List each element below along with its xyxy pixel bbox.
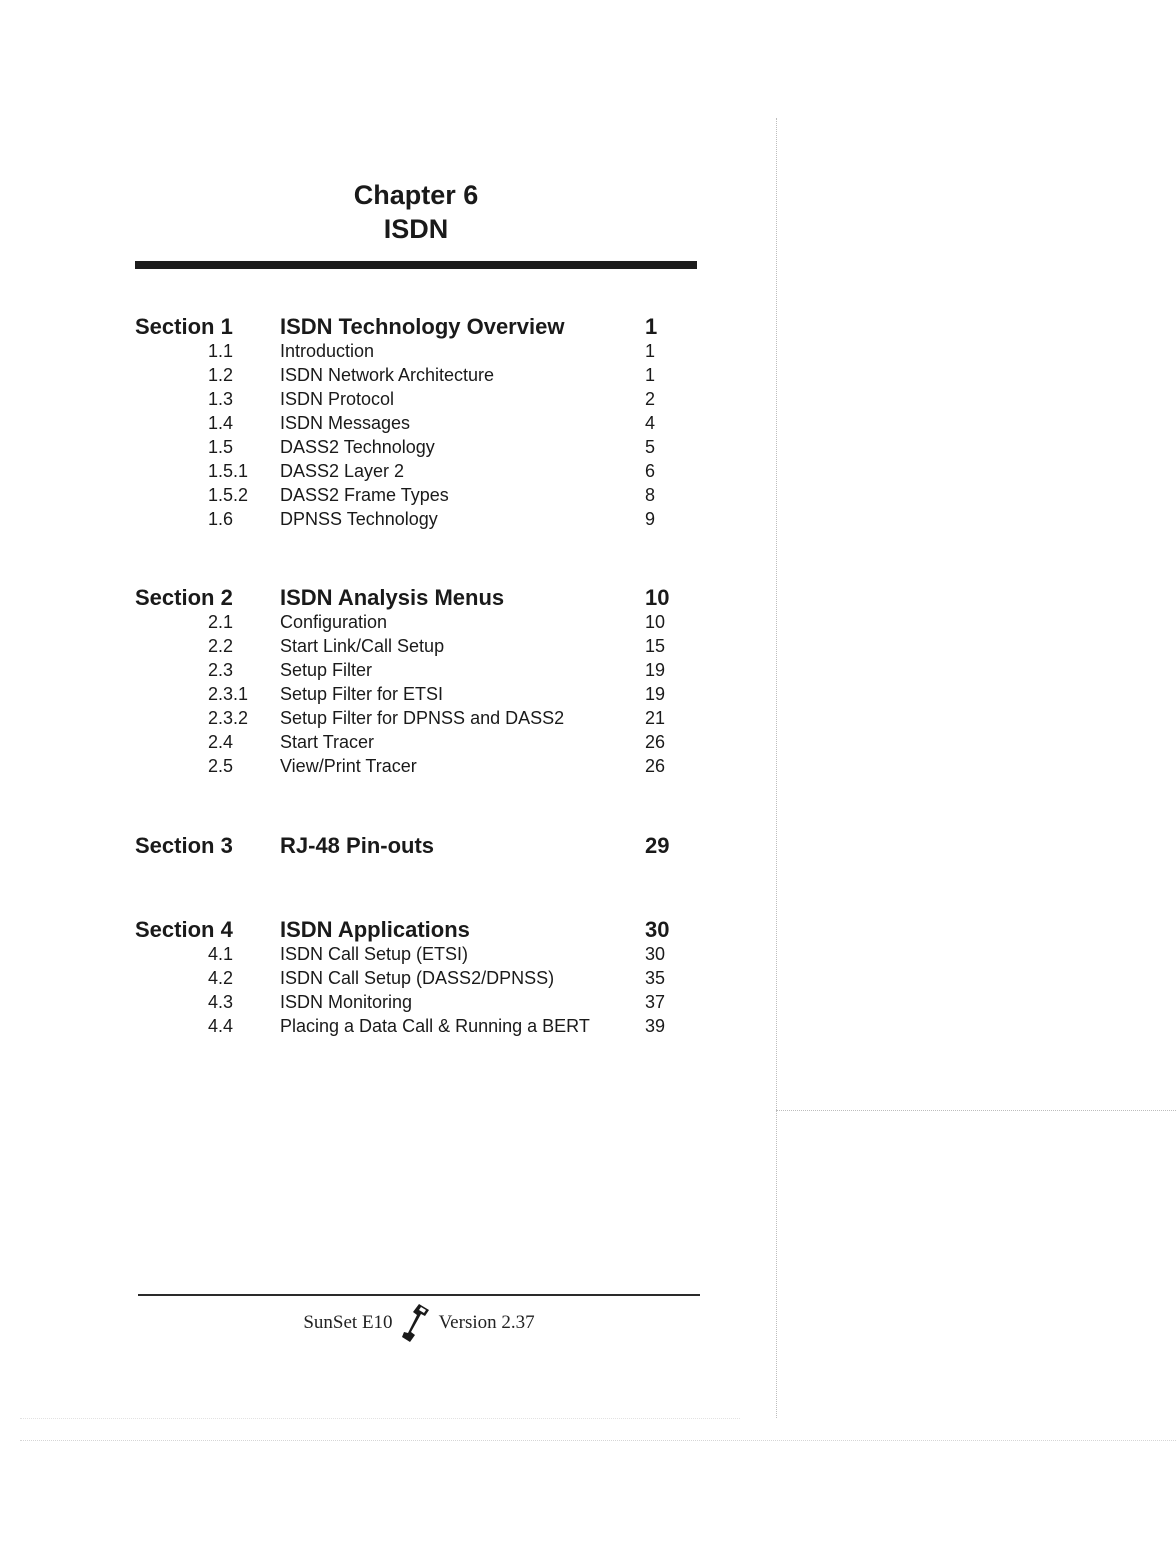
toc-entry[interactable]	[135, 387, 675, 411]
entry-number: 1.3	[208, 389, 234, 409]
section-heading[interactable]	[135, 313, 675, 341]
section-title: ISDN Technology Overview	[280, 314, 565, 339]
toc-entry[interactable]	[135, 706, 675, 730]
entry-number: 2.2	[208, 636, 234, 656]
entry-page: 1	[645, 341, 656, 361]
entry-number: 4.1	[208, 944, 234, 964]
toc-entry[interactable]	[135, 942, 675, 966]
section-title: RJ-48 Pin-outs	[280, 833, 435, 858]
chapter-number: Chapter 6	[353, 180, 479, 210]
entry-number: 4.2	[208, 968, 234, 988]
entry-title: ISDN Messages	[280, 413, 411, 433]
section-label: Section 2	[135, 585, 233, 610]
entry-number: 2.4	[208, 732, 234, 752]
section-label: Section 3	[135, 833, 233, 858]
scan-artifact-line	[776, 1110, 1176, 1111]
toc-entry[interactable]	[135, 754, 675, 778]
entry-number: 1.6	[208, 509, 234, 529]
toc-entry[interactable]	[135, 507, 675, 531]
entry-page: 15	[645, 636, 666, 656]
entry-number: 2.3	[208, 660, 234, 680]
toc-entry[interactable]	[135, 658, 675, 682]
toc-entry[interactable]	[135, 1014, 675, 1038]
footer-rule	[138, 1294, 700, 1296]
entry-number: 4.4	[208, 1016, 234, 1036]
entry-title: Setup Filter for DPNSS and DASS2	[280, 708, 565, 728]
scan-artifact-line	[20, 1418, 740, 1419]
chapter-title: ISDN	[383, 214, 449, 244]
entry-page: 26	[645, 732, 666, 752]
section-page: 10	[645, 585, 670, 610]
toc-entry[interactable]	[135, 339, 675, 363]
entry-page: 21	[645, 708, 666, 728]
page-divider-line	[776, 118, 777, 1418]
toc-entry[interactable]	[135, 966, 675, 990]
entry-number: 1.4	[208, 413, 234, 433]
entry-title: ISDN Network Architecture	[280, 365, 495, 385]
entry-title: ISDN Monitoring	[280, 992, 413, 1012]
entry-title: DPNSS Technology	[280, 509, 438, 529]
entry-number: 1.5.1	[208, 461, 249, 481]
entry-title: Start Tracer	[280, 732, 375, 752]
footer-product: SunSet E10	[303, 1312, 393, 1333]
entry-page: 37	[645, 992, 666, 1012]
footer-version: Version 2.37	[438, 1312, 535, 1333]
chapter-heading	[135, 178, 697, 246]
entry-title: DASS2 Technology	[280, 437, 435, 457]
section-heading[interactable]	[135, 832, 675, 860]
toc-entry[interactable]	[135, 363, 675, 387]
toc-entry[interactable]	[135, 682, 675, 706]
toc-section-2	[135, 584, 675, 778]
toc-section-3	[135, 832, 675, 860]
entry-page: 35	[645, 968, 666, 988]
toc-entry[interactable]	[135, 411, 675, 435]
section-page: 30	[645, 917, 670, 942]
toc-entry[interactable]	[135, 634, 675, 658]
entry-number: 1.5.2	[208, 485, 249, 505]
entry-number: 2.3.2	[208, 708, 249, 728]
entry-number: 1.2	[208, 365, 234, 385]
section-label: Section 4	[135, 917, 233, 942]
handset-icon	[399, 1302, 433, 1344]
entry-number: 4.3	[208, 992, 234, 1012]
entry-page: 39	[645, 1016, 666, 1036]
entry-title: Setup Filter for ETSI	[280, 684, 444, 704]
section-heading[interactable]	[135, 916, 675, 944]
entry-title: DASS2 Frame Types	[280, 485, 449, 505]
scan-artifact-line	[20, 1440, 1176, 1441]
entry-number: 2.3.1	[208, 684, 249, 704]
entry-page: 10	[645, 612, 666, 632]
entry-title: ISDN Call Setup (ETSI)	[280, 944, 469, 964]
section-title: ISDN Analysis Menus	[280, 585, 505, 610]
entry-page: 6	[645, 461, 656, 481]
toc-entry[interactable]	[135, 730, 675, 754]
toc-section-4	[135, 916, 675, 1038]
entry-title: View/Print Tracer	[280, 756, 417, 776]
entry-page: 2	[645, 389, 656, 409]
entry-title: Introduction	[280, 341, 375, 361]
entry-title: ISDN Call Setup (DASS2/DPNSS)	[280, 968, 555, 988]
entry-page: 9	[645, 509, 656, 529]
heading-rule	[135, 261, 697, 269]
entry-title: ISDN Protocol	[280, 389, 395, 409]
entry-page: 8	[645, 485, 656, 505]
entry-title: Configuration	[280, 612, 388, 632]
page-footer	[138, 1302, 700, 1344]
entry-number: 1.1	[208, 341, 234, 361]
entry-page: 4	[645, 413, 656, 433]
toc-entry[interactable]	[135, 483, 675, 507]
entry-number: 2.1	[208, 612, 234, 632]
section-title: ISDN Applications	[280, 917, 470, 942]
entry-page: 19	[645, 684, 666, 704]
entry-page: 26	[645, 756, 666, 776]
section-page: 29	[645, 833, 670, 858]
toc-entry[interactable]	[135, 610, 675, 634]
toc-entry[interactable]	[135, 990, 675, 1014]
section-page: 1	[645, 314, 658, 339]
section-label: Section 1	[135, 314, 233, 339]
entry-page: 19	[645, 660, 666, 680]
entry-page: 1	[645, 365, 656, 385]
entry-number: 1.5	[208, 437, 234, 457]
entry-page: 30	[645, 944, 666, 964]
toc-entry[interactable]	[135, 459, 675, 483]
entry-title: Start Link/Call Setup	[280, 636, 445, 656]
toc-section-1	[135, 313, 675, 531]
entry-title: Setup Filter	[280, 660, 373, 680]
entry-number: 2.5	[208, 756, 234, 776]
toc-entry[interactable]	[135, 435, 675, 459]
entry-title: Placing a Data Call & Running a BERT	[280, 1016, 590, 1036]
entry-page: 5	[645, 437, 656, 457]
section-heading[interactable]	[135, 584, 675, 612]
entry-title: DASS2 Layer 2	[280, 461, 405, 481]
